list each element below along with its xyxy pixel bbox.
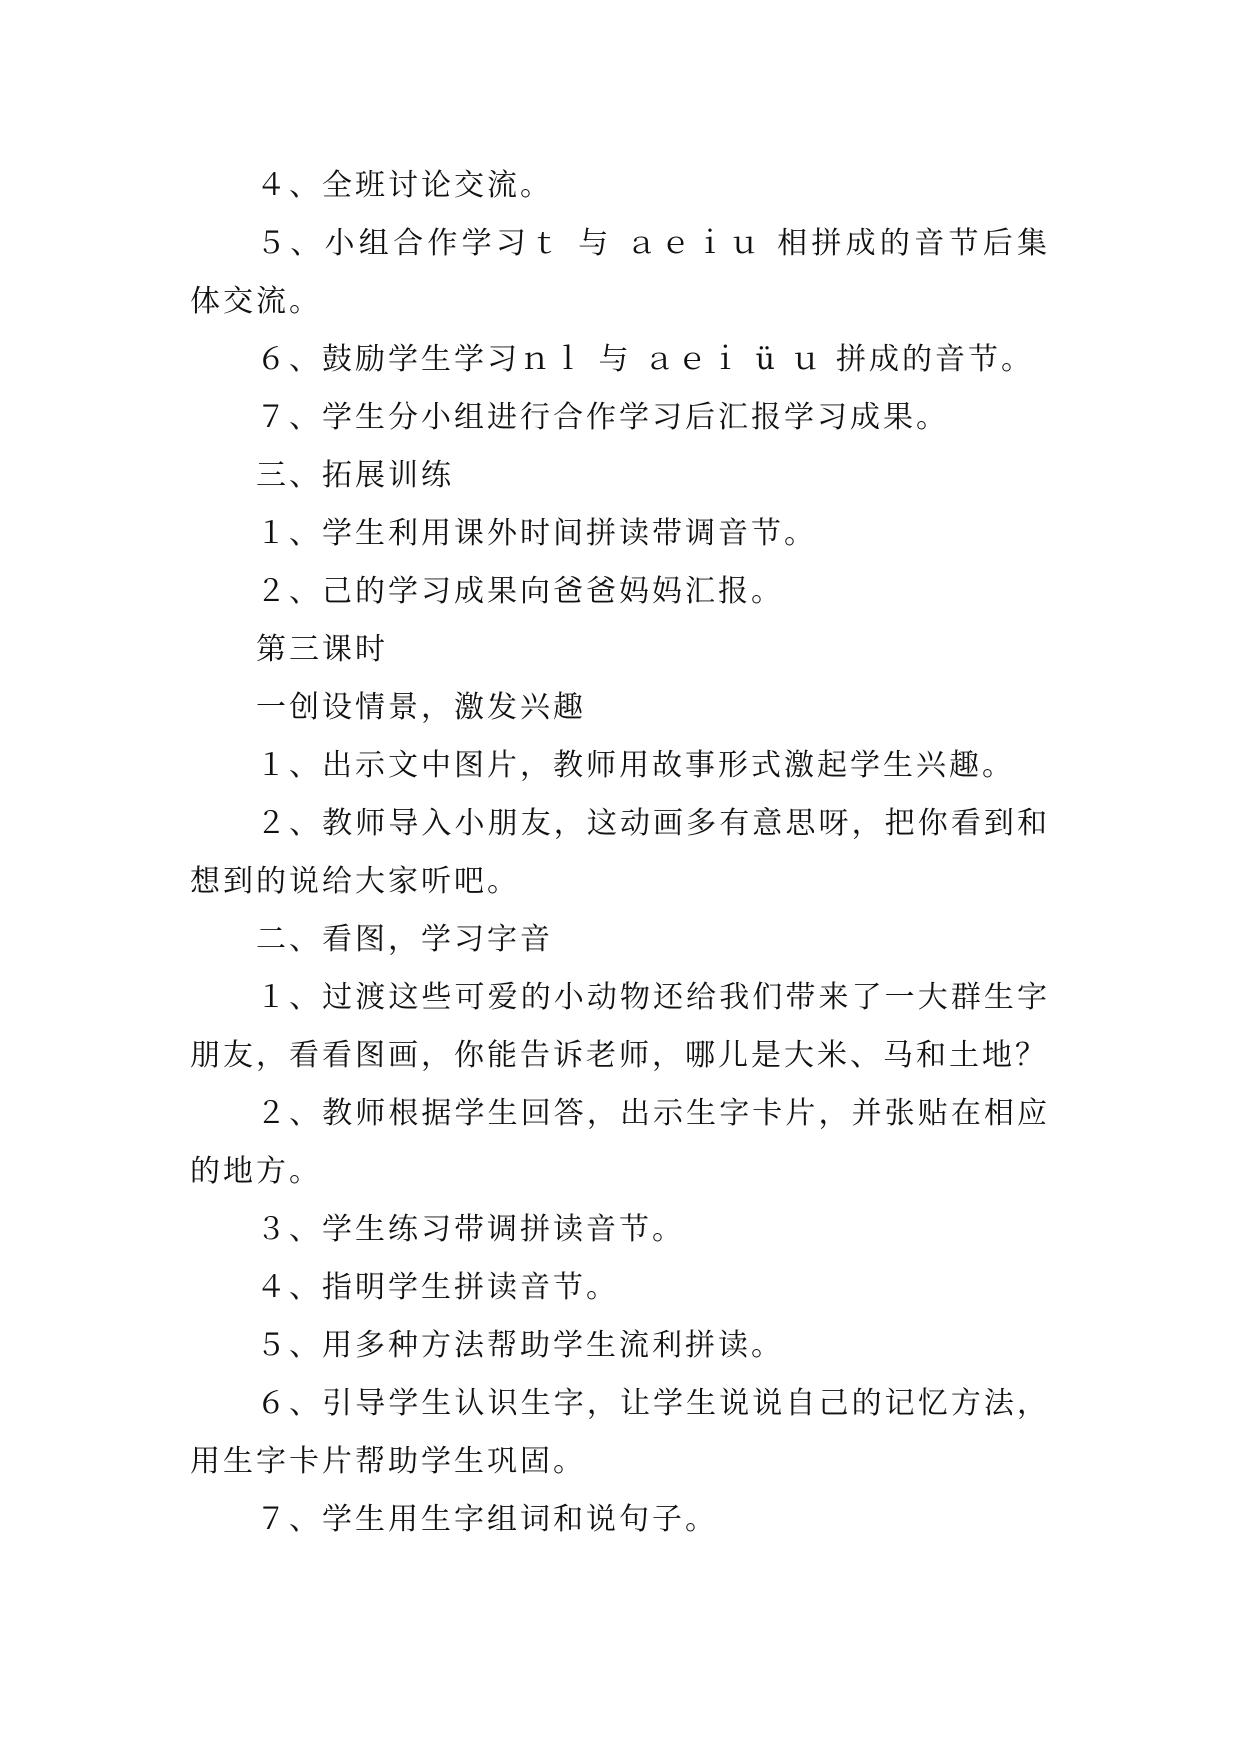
paragraph-19: ７、学生用生字组词和说句子。: [256, 1502, 718, 1537]
section-heading-create-scene: 一创设情景，激发兴趣: [256, 690, 586, 725]
paragraph-17: ５、用多种方法帮助学生流利拼读。: [256, 1328, 784, 1363]
paragraph-18: ６、引导学生认识生字，让学生说说自己的记忆方法，用生字卡片帮助学生巩固。: [190, 1386, 1050, 1479]
paragraph-16: ４、指明学生拼读音节。: [256, 1270, 619, 1305]
paragraph-7: ２、己的学习成果向爸爸妈妈汇报。: [256, 574, 784, 609]
paragraph-14: ２、教师根据学生回答，出示生字卡片，并张贴在相应的地方。: [190, 1096, 1050, 1189]
paragraph-2: ５、小组合作学习ｔ 与 ａｅｉｕ 相拼成的音节后集体交流。: [190, 226, 1050, 319]
paragraph-4: ７、学生分小组进行合作学习后汇报学习成果。: [256, 400, 949, 435]
paragraph-10: １、出示文中图片，教师用故事形式激起学生兴趣。: [256, 748, 1015, 783]
paragraph-11: ２、教师导入小朋友，这动画多有意思呀，把你看到和想到的说给大家听吧。: [190, 806, 1050, 899]
lesson-heading-third-period: 第三课时: [256, 632, 388, 667]
paragraph-15: ３、学生练习带调拼读音节。: [256, 1212, 685, 1247]
section-heading-extension-training: 三、拓展训练: [256, 458, 454, 493]
paragraph-13: １、过渡这些可爱的小动物还给我们带来了一大群生字朋友，看看图画，你能告诉老师，哪儿是大米、马和土地？: [190, 980, 1050, 1073]
document-body: [190, 157, 1050, 1549]
paragraph-3: ６、鼓励学生学习ｎｌ 与 ａｅｉ ü ｕ 拼成的音节。: [256, 342, 1035, 377]
paragraph-6: １、学生利用课外时间拼读带调音节。: [256, 516, 817, 551]
paragraph-1: ４、全班讨论交流。: [256, 168, 553, 203]
section-heading-look-at-pictures: 二、看图，学习字音: [256, 922, 553, 957]
